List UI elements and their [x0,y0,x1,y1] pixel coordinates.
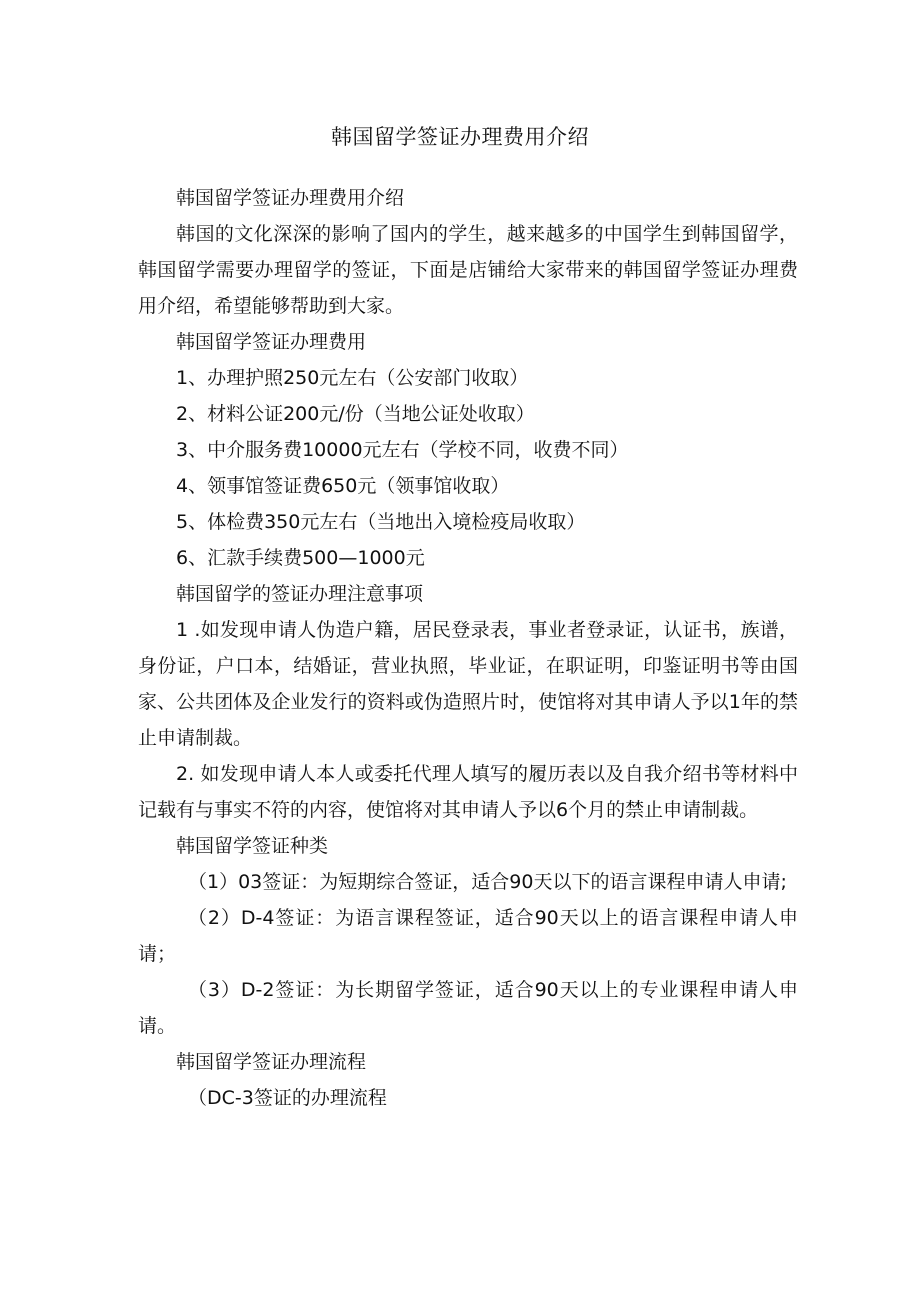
fee-item: 2、材料公证200元/份（当地公证处收取） [176,403,535,425]
notice-paragraph: 1 .如发现申请人伪造户籍，居民登录表，事业者登录证，认证书，族谱，身份证，户口本，结婚证，营业执照，毕业证，在职证明，印鉴证明书等由国家、公共团体及企业发行的资料或伪造照片时，使馆将对其申请人予以1年的禁止申请制裁。 [138,619,798,749]
section-heading: 韩国留学的签证办理注意事项 [176,583,424,605]
fee-item: 6、汇款手续费500—1000元 [176,547,425,569]
visa-type-item: （2）D-4签证：为语言课程签证，适合90天以上的语言课程申请人申请； [138,907,798,965]
fee-item: 5、体检费350元左右（当地出入境检疫局收取） [176,511,586,533]
process-item: （DC-3签证的办理流程 [188,1087,387,1109]
section-heading: 韩国留学签证办理费用介绍 [176,187,405,209]
document-body [138,180,798,1116]
visa-type-item: （1）03签证：为短期综合签证，适合90天以下的语言课程申请人申请; [188,871,787,893]
notice-paragraph: 2. 如发现申请人本人或委托代理人填写的履历表以及自我介绍书等材料中记载有与事实不符的内容，使馆将对其申请人予以6个月的禁止申请制裁。 [138,763,798,821]
section-heading: 韩国留学签证种类 [176,835,329,857]
visa-type-item: （3）D-2签证：为长期留学签证，适合90天以上的专业课程申请人申请。 [138,979,798,1037]
intro-paragraph: 韩国的文化深深的影响了国内的学生，越来越多的中国学生到韩国留学，韩国留学需要办理留学的签证，下面是店铺给大家带来的韩国留学签证办理费用介绍，希望能够帮助到大家。 [138,223,798,317]
section-heading: 韩国留学签证办理费用 [176,331,367,353]
section-heading: 韩国留学签证办理流程 [176,1051,367,1073]
fee-item: 3、中介服务费10000元左右（学校不同，收费不同） [176,439,629,461]
document-title: 韩国留学签证办理费用介绍 [331,125,589,149]
fee-item: 1、办理护照250元左右（公安部门收取） [176,367,529,389]
fee-item: 4、领事馆签证费650元（领事馆收取） [176,475,510,497]
